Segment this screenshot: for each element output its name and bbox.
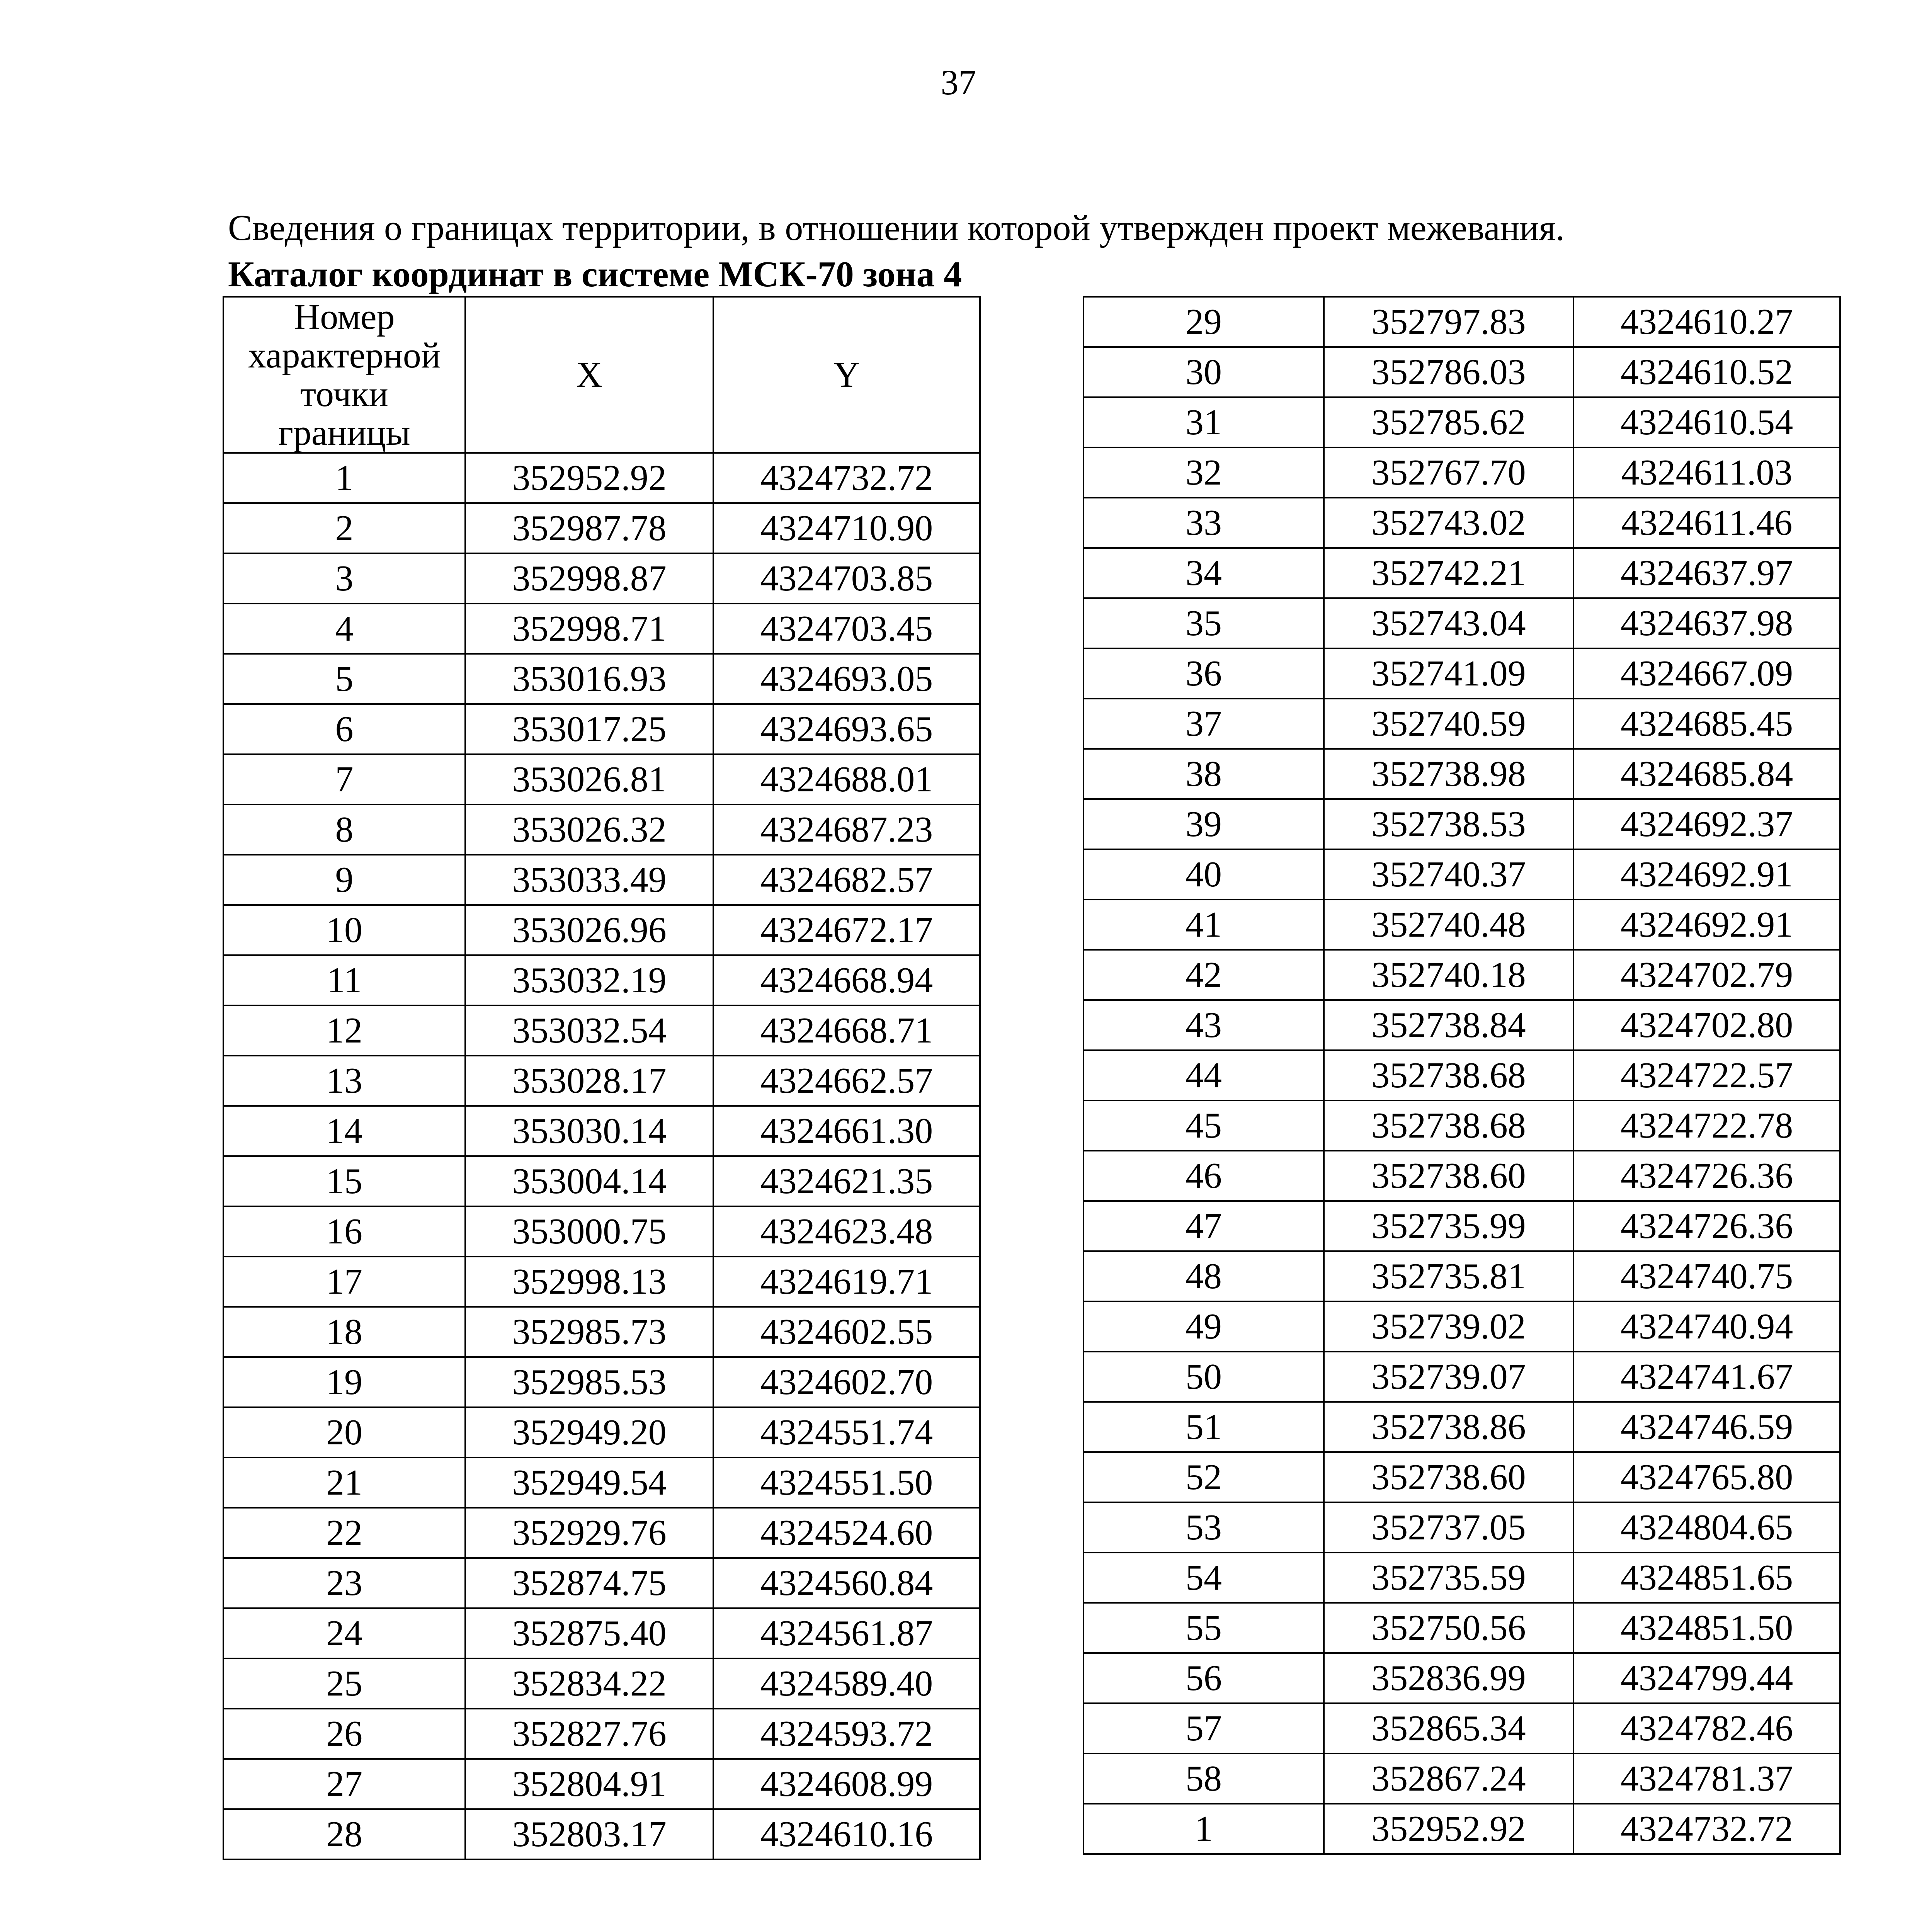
x-coordinate-cell: 352739.07 bbox=[1324, 1352, 1573, 1402]
header-point-number bbox=[223, 297, 465, 453]
y-coordinate-cell: 4324851.50 bbox=[1573, 1603, 1840, 1653]
x-coordinate-cell: 353030.14 bbox=[465, 1106, 713, 1156]
point-number-cell: 25 bbox=[223, 1658, 465, 1709]
x-coordinate-cell: 352738.68 bbox=[1324, 1100, 1573, 1151]
header-point-line: точки bbox=[300, 374, 388, 414]
x-coordinate-cell: 352740.18 bbox=[1324, 950, 1573, 1000]
x-coordinate-cell: 352738.98 bbox=[1324, 749, 1573, 799]
y-coordinate-cell: 4324741.67 bbox=[1573, 1352, 1840, 1402]
table-row bbox=[223, 553, 980, 604]
y-coordinate-cell: 4324667.09 bbox=[1573, 648, 1840, 699]
table-row bbox=[223, 1809, 980, 1859]
table-row bbox=[1084, 1352, 1840, 1402]
point-number-cell: 10 bbox=[223, 905, 465, 955]
table-row bbox=[1084, 1050, 1840, 1100]
point-number-cell: 31 bbox=[1084, 397, 1324, 447]
table-row bbox=[223, 1407, 980, 1458]
x-coordinate-cell: 353004.14 bbox=[465, 1156, 713, 1206]
table-row bbox=[223, 654, 980, 704]
point-number-cell: 6 bbox=[223, 704, 465, 754]
table-row bbox=[1084, 1151, 1840, 1201]
table-row bbox=[1084, 849, 1840, 900]
y-coordinate-cell: 4324685.45 bbox=[1573, 699, 1840, 749]
x-coordinate-cell: 353017.25 bbox=[465, 704, 713, 754]
coordinates-table-right bbox=[1083, 296, 1841, 1855]
y-coordinate-cell: 4324611.46 bbox=[1573, 498, 1840, 548]
point-number-cell: 24 bbox=[223, 1608, 465, 1658]
x-coordinate-cell: 353032.54 bbox=[465, 1005, 713, 1056]
point-number-cell: 49 bbox=[1084, 1301, 1324, 1352]
table-row bbox=[223, 905, 980, 955]
header-point-line: характерной bbox=[248, 335, 441, 376]
table-row bbox=[223, 1759, 980, 1809]
point-number-cell: 8 bbox=[223, 804, 465, 855]
table-row bbox=[223, 1005, 980, 1056]
table-row bbox=[223, 1106, 980, 1156]
point-number-cell: 53 bbox=[1084, 1502, 1324, 1553]
header-x: X bbox=[465, 297, 713, 453]
point-number-cell: 11 bbox=[223, 955, 465, 1005]
table-row bbox=[223, 1658, 980, 1709]
point-number-cell: 58 bbox=[1084, 1753, 1324, 1804]
point-number-cell: 27 bbox=[223, 1759, 465, 1809]
point-number-cell: 50 bbox=[1084, 1352, 1324, 1402]
point-number-cell: 13 bbox=[223, 1056, 465, 1106]
point-number-cell: 34 bbox=[1084, 548, 1324, 598]
point-number-cell: 21 bbox=[223, 1458, 465, 1508]
y-coordinate-cell: 4324804.65 bbox=[1573, 1502, 1840, 1553]
point-number-cell: 43 bbox=[1084, 1000, 1324, 1050]
y-coordinate-cell: 4324524.60 bbox=[713, 1508, 980, 1558]
x-coordinate-cell: 352803.17 bbox=[465, 1809, 713, 1859]
x-coordinate-cell: 352834.22 bbox=[465, 1658, 713, 1709]
y-coordinate-cell: 4324611.03 bbox=[1573, 447, 1840, 498]
x-coordinate-cell: 353026.81 bbox=[465, 754, 713, 804]
table-row bbox=[223, 1056, 980, 1106]
point-number-cell: 28 bbox=[223, 1809, 465, 1859]
x-coordinate-cell: 353026.32 bbox=[465, 804, 713, 855]
table-row bbox=[223, 1206, 980, 1257]
x-coordinate-cell: 352827.76 bbox=[465, 1709, 713, 1759]
x-coordinate-cell: 352742.21 bbox=[1324, 548, 1573, 598]
table-row bbox=[223, 503, 980, 553]
point-number-cell: 7 bbox=[223, 754, 465, 804]
table-row bbox=[1084, 1100, 1840, 1151]
y-coordinate-cell: 4324593.72 bbox=[713, 1709, 980, 1759]
x-coordinate-cell: 352738.60 bbox=[1324, 1151, 1573, 1201]
y-coordinate-cell: 4324722.78 bbox=[1573, 1100, 1840, 1151]
x-coordinate-cell: 352738.60 bbox=[1324, 1452, 1573, 1502]
point-number-cell: 39 bbox=[1084, 799, 1324, 849]
y-coordinate-cell: 4324561.87 bbox=[713, 1608, 980, 1658]
point-number-cell: 36 bbox=[1084, 648, 1324, 699]
y-coordinate-cell: 4324746.59 bbox=[1573, 1402, 1840, 1452]
y-coordinate-cell: 4324692.91 bbox=[1573, 900, 1840, 950]
point-number-cell: 23 bbox=[223, 1558, 465, 1608]
y-coordinate-cell: 4324589.40 bbox=[713, 1658, 980, 1709]
x-coordinate-cell: 352949.54 bbox=[465, 1458, 713, 1508]
x-coordinate-cell: 352929.76 bbox=[465, 1508, 713, 1558]
point-number-cell: 57 bbox=[1084, 1703, 1324, 1753]
x-coordinate-cell: 353026.96 bbox=[465, 905, 713, 955]
point-number-cell: 4 bbox=[223, 604, 465, 654]
y-coordinate-cell: 4324610.52 bbox=[1573, 347, 1840, 397]
x-coordinate-cell: 353016.93 bbox=[465, 654, 713, 704]
point-number-cell: 48 bbox=[1084, 1251, 1324, 1301]
point-number-cell: 16 bbox=[223, 1206, 465, 1257]
point-number-cell: 22 bbox=[223, 1508, 465, 1558]
x-coordinate-cell: 352786.03 bbox=[1324, 347, 1573, 397]
y-coordinate-cell: 4324551.74 bbox=[713, 1407, 980, 1458]
x-coordinate-cell: 352836.99 bbox=[1324, 1653, 1573, 1703]
y-coordinate-cell: 4324602.55 bbox=[713, 1307, 980, 1357]
x-coordinate-cell: 352949.20 bbox=[465, 1407, 713, 1458]
x-coordinate-cell: 352998.13 bbox=[465, 1257, 713, 1307]
table-row bbox=[1084, 950, 1840, 1000]
y-coordinate-cell: 4324688.01 bbox=[713, 754, 980, 804]
y-coordinate-cell: 4324661.30 bbox=[713, 1106, 980, 1156]
y-coordinate-cell: 4324687.23 bbox=[713, 804, 980, 855]
table-row bbox=[223, 855, 980, 905]
x-coordinate-cell: 352738.68 bbox=[1324, 1050, 1573, 1100]
x-coordinate-cell: 352737.05 bbox=[1324, 1502, 1573, 1553]
point-number-cell: 32 bbox=[1084, 447, 1324, 498]
x-coordinate-cell: 352804.91 bbox=[465, 1759, 713, 1809]
point-number-cell: 3 bbox=[223, 553, 465, 604]
table-row bbox=[1084, 447, 1840, 498]
y-coordinate-cell: 4324702.79 bbox=[1573, 950, 1840, 1000]
y-coordinate-cell: 4324637.98 bbox=[1573, 598, 1840, 648]
table-row bbox=[223, 1257, 980, 1307]
y-coordinate-cell: 4324732.72 bbox=[1573, 1804, 1840, 1854]
point-number-cell: 42 bbox=[1084, 950, 1324, 1000]
y-coordinate-cell: 4324703.45 bbox=[713, 604, 980, 654]
table-row bbox=[223, 704, 980, 754]
y-coordinate-cell: 4324740.94 bbox=[1573, 1301, 1840, 1352]
y-coordinate-cell: 4324560.84 bbox=[713, 1558, 980, 1608]
table-caption: Каталог координат в системе МСК-70 зона 4 bbox=[228, 254, 962, 294]
x-coordinate-cell: 352952.92 bbox=[1324, 1804, 1573, 1854]
y-coordinate-cell: 4324781.37 bbox=[1573, 1753, 1840, 1804]
y-coordinate-cell: 4324782.46 bbox=[1573, 1703, 1840, 1753]
table-row bbox=[1084, 1402, 1840, 1452]
point-number-cell: 51 bbox=[1084, 1402, 1324, 1452]
table-row bbox=[1084, 1553, 1840, 1603]
y-coordinate-cell: 4324710.90 bbox=[713, 503, 980, 553]
y-coordinate-cell: 4324693.65 bbox=[713, 704, 980, 754]
x-coordinate-cell: 352740.59 bbox=[1324, 699, 1573, 749]
x-coordinate-cell: 352987.78 bbox=[465, 503, 713, 553]
x-coordinate-cell: 352750.56 bbox=[1324, 1603, 1573, 1653]
y-coordinate-cell: 4324799.44 bbox=[1573, 1653, 1840, 1703]
point-number-cell: 46 bbox=[1084, 1151, 1324, 1201]
x-coordinate-cell: 352797.83 bbox=[1324, 297, 1573, 347]
table-row bbox=[1084, 900, 1840, 950]
table-row bbox=[1084, 1000, 1840, 1050]
y-coordinate-cell: 4324732.72 bbox=[713, 453, 980, 503]
point-number-cell: 38 bbox=[1084, 749, 1324, 799]
y-coordinate-cell: 4324619.71 bbox=[713, 1257, 980, 1307]
point-number-cell: 30 bbox=[1084, 347, 1324, 397]
y-coordinate-cell: 4324692.37 bbox=[1573, 799, 1840, 849]
x-coordinate-cell: 352767.70 bbox=[1324, 447, 1573, 498]
y-coordinate-cell: 4324682.57 bbox=[713, 855, 980, 905]
x-coordinate-cell: 352735.99 bbox=[1324, 1201, 1573, 1251]
y-coordinate-cell: 4324668.94 bbox=[713, 955, 980, 1005]
x-coordinate-cell: 352738.84 bbox=[1324, 1000, 1573, 1050]
y-coordinate-cell: 4324602.70 bbox=[713, 1357, 980, 1407]
y-coordinate-cell: 4324672.17 bbox=[713, 905, 980, 955]
y-coordinate-cell: 4324851.65 bbox=[1573, 1553, 1840, 1603]
table-row bbox=[1084, 1703, 1840, 1753]
point-number-cell: 37 bbox=[1084, 699, 1324, 749]
table-row bbox=[223, 604, 980, 654]
table-row bbox=[1084, 749, 1840, 799]
x-coordinate-cell: 353032.19 bbox=[465, 955, 713, 1005]
table-row bbox=[223, 955, 980, 1005]
table-row bbox=[223, 1608, 980, 1658]
x-coordinate-cell: 352738.86 bbox=[1324, 1402, 1573, 1452]
y-coordinate-cell: 4324623.48 bbox=[713, 1206, 980, 1257]
x-coordinate-cell: 352743.04 bbox=[1324, 598, 1573, 648]
point-number-cell: 47 bbox=[1084, 1201, 1324, 1251]
x-coordinate-cell: 352867.24 bbox=[1324, 1753, 1573, 1804]
table-row bbox=[1084, 1804, 1840, 1854]
y-coordinate-cell: 4324610.16 bbox=[713, 1809, 980, 1859]
x-coordinate-cell: 352985.73 bbox=[465, 1307, 713, 1357]
y-coordinate-cell: 4324722.57 bbox=[1573, 1050, 1840, 1100]
table-row bbox=[1084, 1653, 1840, 1703]
table-row bbox=[1084, 648, 1840, 699]
table-row bbox=[1084, 1603, 1840, 1653]
table-row bbox=[1084, 397, 1840, 447]
table-row bbox=[1084, 1753, 1840, 1804]
y-coordinate-cell: 4324621.35 bbox=[713, 1156, 980, 1206]
x-coordinate-cell: 352985.53 bbox=[465, 1357, 713, 1407]
x-coordinate-cell: 353000.75 bbox=[465, 1206, 713, 1257]
x-coordinate-cell: 352738.53 bbox=[1324, 799, 1573, 849]
point-number-cell: 33 bbox=[1084, 498, 1324, 548]
x-coordinate-cell: 352741.09 bbox=[1324, 648, 1573, 699]
table-row bbox=[1084, 498, 1840, 548]
point-number-cell: 19 bbox=[223, 1357, 465, 1407]
y-coordinate-cell: 4324551.50 bbox=[713, 1458, 980, 1508]
x-coordinate-cell: 352874.75 bbox=[465, 1558, 713, 1608]
table-row bbox=[223, 1357, 980, 1407]
y-coordinate-cell: 4324692.91 bbox=[1573, 849, 1840, 900]
x-coordinate-cell: 352735.81 bbox=[1324, 1251, 1573, 1301]
point-number-cell: 44 bbox=[1084, 1050, 1324, 1100]
table-row bbox=[1084, 1301, 1840, 1352]
x-coordinate-cell: 352998.87 bbox=[465, 553, 713, 604]
table-row bbox=[1084, 699, 1840, 749]
point-number-cell: 56 bbox=[1084, 1653, 1324, 1703]
point-number-cell: 15 bbox=[223, 1156, 465, 1206]
table-header-row bbox=[223, 297, 980, 453]
point-number-cell: 1 bbox=[223, 453, 465, 503]
table-row bbox=[1084, 1251, 1840, 1301]
x-coordinate-cell: 352785.62 bbox=[1324, 397, 1573, 447]
coordinates-table-left bbox=[223, 296, 981, 1860]
point-number-cell: 35 bbox=[1084, 598, 1324, 648]
intro-text: Сведения о границах территории, в отношении которой утвержден проект межевания. bbox=[228, 208, 1565, 248]
point-number-cell: 45 bbox=[1084, 1100, 1324, 1151]
table-row bbox=[223, 1307, 980, 1357]
header-point-line: Номер bbox=[294, 297, 395, 337]
table-row bbox=[1084, 347, 1840, 397]
x-coordinate-cell: 352735.59 bbox=[1324, 1553, 1573, 1603]
point-number-cell: 26 bbox=[223, 1709, 465, 1759]
x-coordinate-cell: 352739.02 bbox=[1324, 1301, 1573, 1352]
x-coordinate-cell: 352875.40 bbox=[465, 1608, 713, 1658]
table-row bbox=[223, 453, 980, 503]
table-row bbox=[1084, 297, 1840, 347]
y-coordinate-cell: 4324702.80 bbox=[1573, 1000, 1840, 1050]
y-coordinate-cell: 4324693.05 bbox=[713, 654, 980, 704]
point-number-cell: 54 bbox=[1084, 1553, 1324, 1603]
x-coordinate-cell: 352740.48 bbox=[1324, 900, 1573, 950]
table-row bbox=[223, 1156, 980, 1206]
table-row bbox=[223, 1709, 980, 1759]
x-coordinate-cell: 352998.71 bbox=[465, 604, 713, 654]
y-coordinate-cell: 4324637.97 bbox=[1573, 548, 1840, 598]
page-number: 37 bbox=[941, 63, 976, 102]
point-number-cell: 9 bbox=[223, 855, 465, 905]
point-number-cell: 12 bbox=[223, 1005, 465, 1056]
table-row bbox=[223, 1558, 980, 1608]
point-number-cell: 17 bbox=[223, 1257, 465, 1307]
x-coordinate-cell: 353033.49 bbox=[465, 855, 713, 905]
y-coordinate-cell: 4324608.99 bbox=[713, 1759, 980, 1809]
y-coordinate-cell: 4324668.71 bbox=[713, 1005, 980, 1056]
x-coordinate-cell: 352740.37 bbox=[1324, 849, 1573, 900]
point-number-cell: 18 bbox=[223, 1307, 465, 1357]
point-number-cell: 55 bbox=[1084, 1603, 1324, 1653]
table-row bbox=[223, 754, 980, 804]
table-row bbox=[1084, 548, 1840, 598]
point-number-cell: 41 bbox=[1084, 900, 1324, 950]
point-number-cell: 1 bbox=[1084, 1804, 1324, 1854]
table-row bbox=[1084, 1502, 1840, 1553]
x-coordinate-cell: 352952.92 bbox=[465, 453, 713, 503]
point-number-cell: 2 bbox=[223, 503, 465, 553]
point-number-cell: 52 bbox=[1084, 1452, 1324, 1502]
header-point-line: границы bbox=[278, 413, 410, 453]
point-number-cell: 20 bbox=[223, 1407, 465, 1458]
x-coordinate-cell: 352865.34 bbox=[1324, 1703, 1573, 1753]
table-row bbox=[1084, 1452, 1840, 1502]
x-coordinate-cell: 352743.02 bbox=[1324, 498, 1573, 548]
table-row bbox=[223, 804, 980, 855]
table-row bbox=[223, 1508, 980, 1558]
x-coordinate-cell: 353028.17 bbox=[465, 1056, 713, 1106]
y-coordinate-cell: 4324662.57 bbox=[713, 1056, 980, 1106]
y-coordinate-cell: 4324610.54 bbox=[1573, 397, 1840, 447]
table-row bbox=[223, 1458, 980, 1508]
y-coordinate-cell: 4324726.36 bbox=[1573, 1151, 1840, 1201]
header-y: Y bbox=[713, 297, 980, 453]
y-coordinate-cell: 4324765.80 bbox=[1573, 1452, 1840, 1502]
y-coordinate-cell: 4324610.27 bbox=[1573, 297, 1840, 347]
y-coordinate-cell: 4324740.75 bbox=[1573, 1251, 1840, 1301]
table-row bbox=[1084, 1201, 1840, 1251]
y-coordinate-cell: 4324685.84 bbox=[1573, 749, 1840, 799]
y-coordinate-cell: 4324726.36 bbox=[1573, 1201, 1840, 1251]
table-row bbox=[1084, 799, 1840, 849]
point-number-cell: 5 bbox=[223, 654, 465, 704]
point-number-cell: 29 bbox=[1084, 297, 1324, 347]
table-row bbox=[1084, 598, 1840, 648]
point-number-cell: 40 bbox=[1084, 849, 1324, 900]
point-number-cell: 14 bbox=[223, 1106, 465, 1156]
y-coordinate-cell: 4324703.85 bbox=[713, 553, 980, 604]
